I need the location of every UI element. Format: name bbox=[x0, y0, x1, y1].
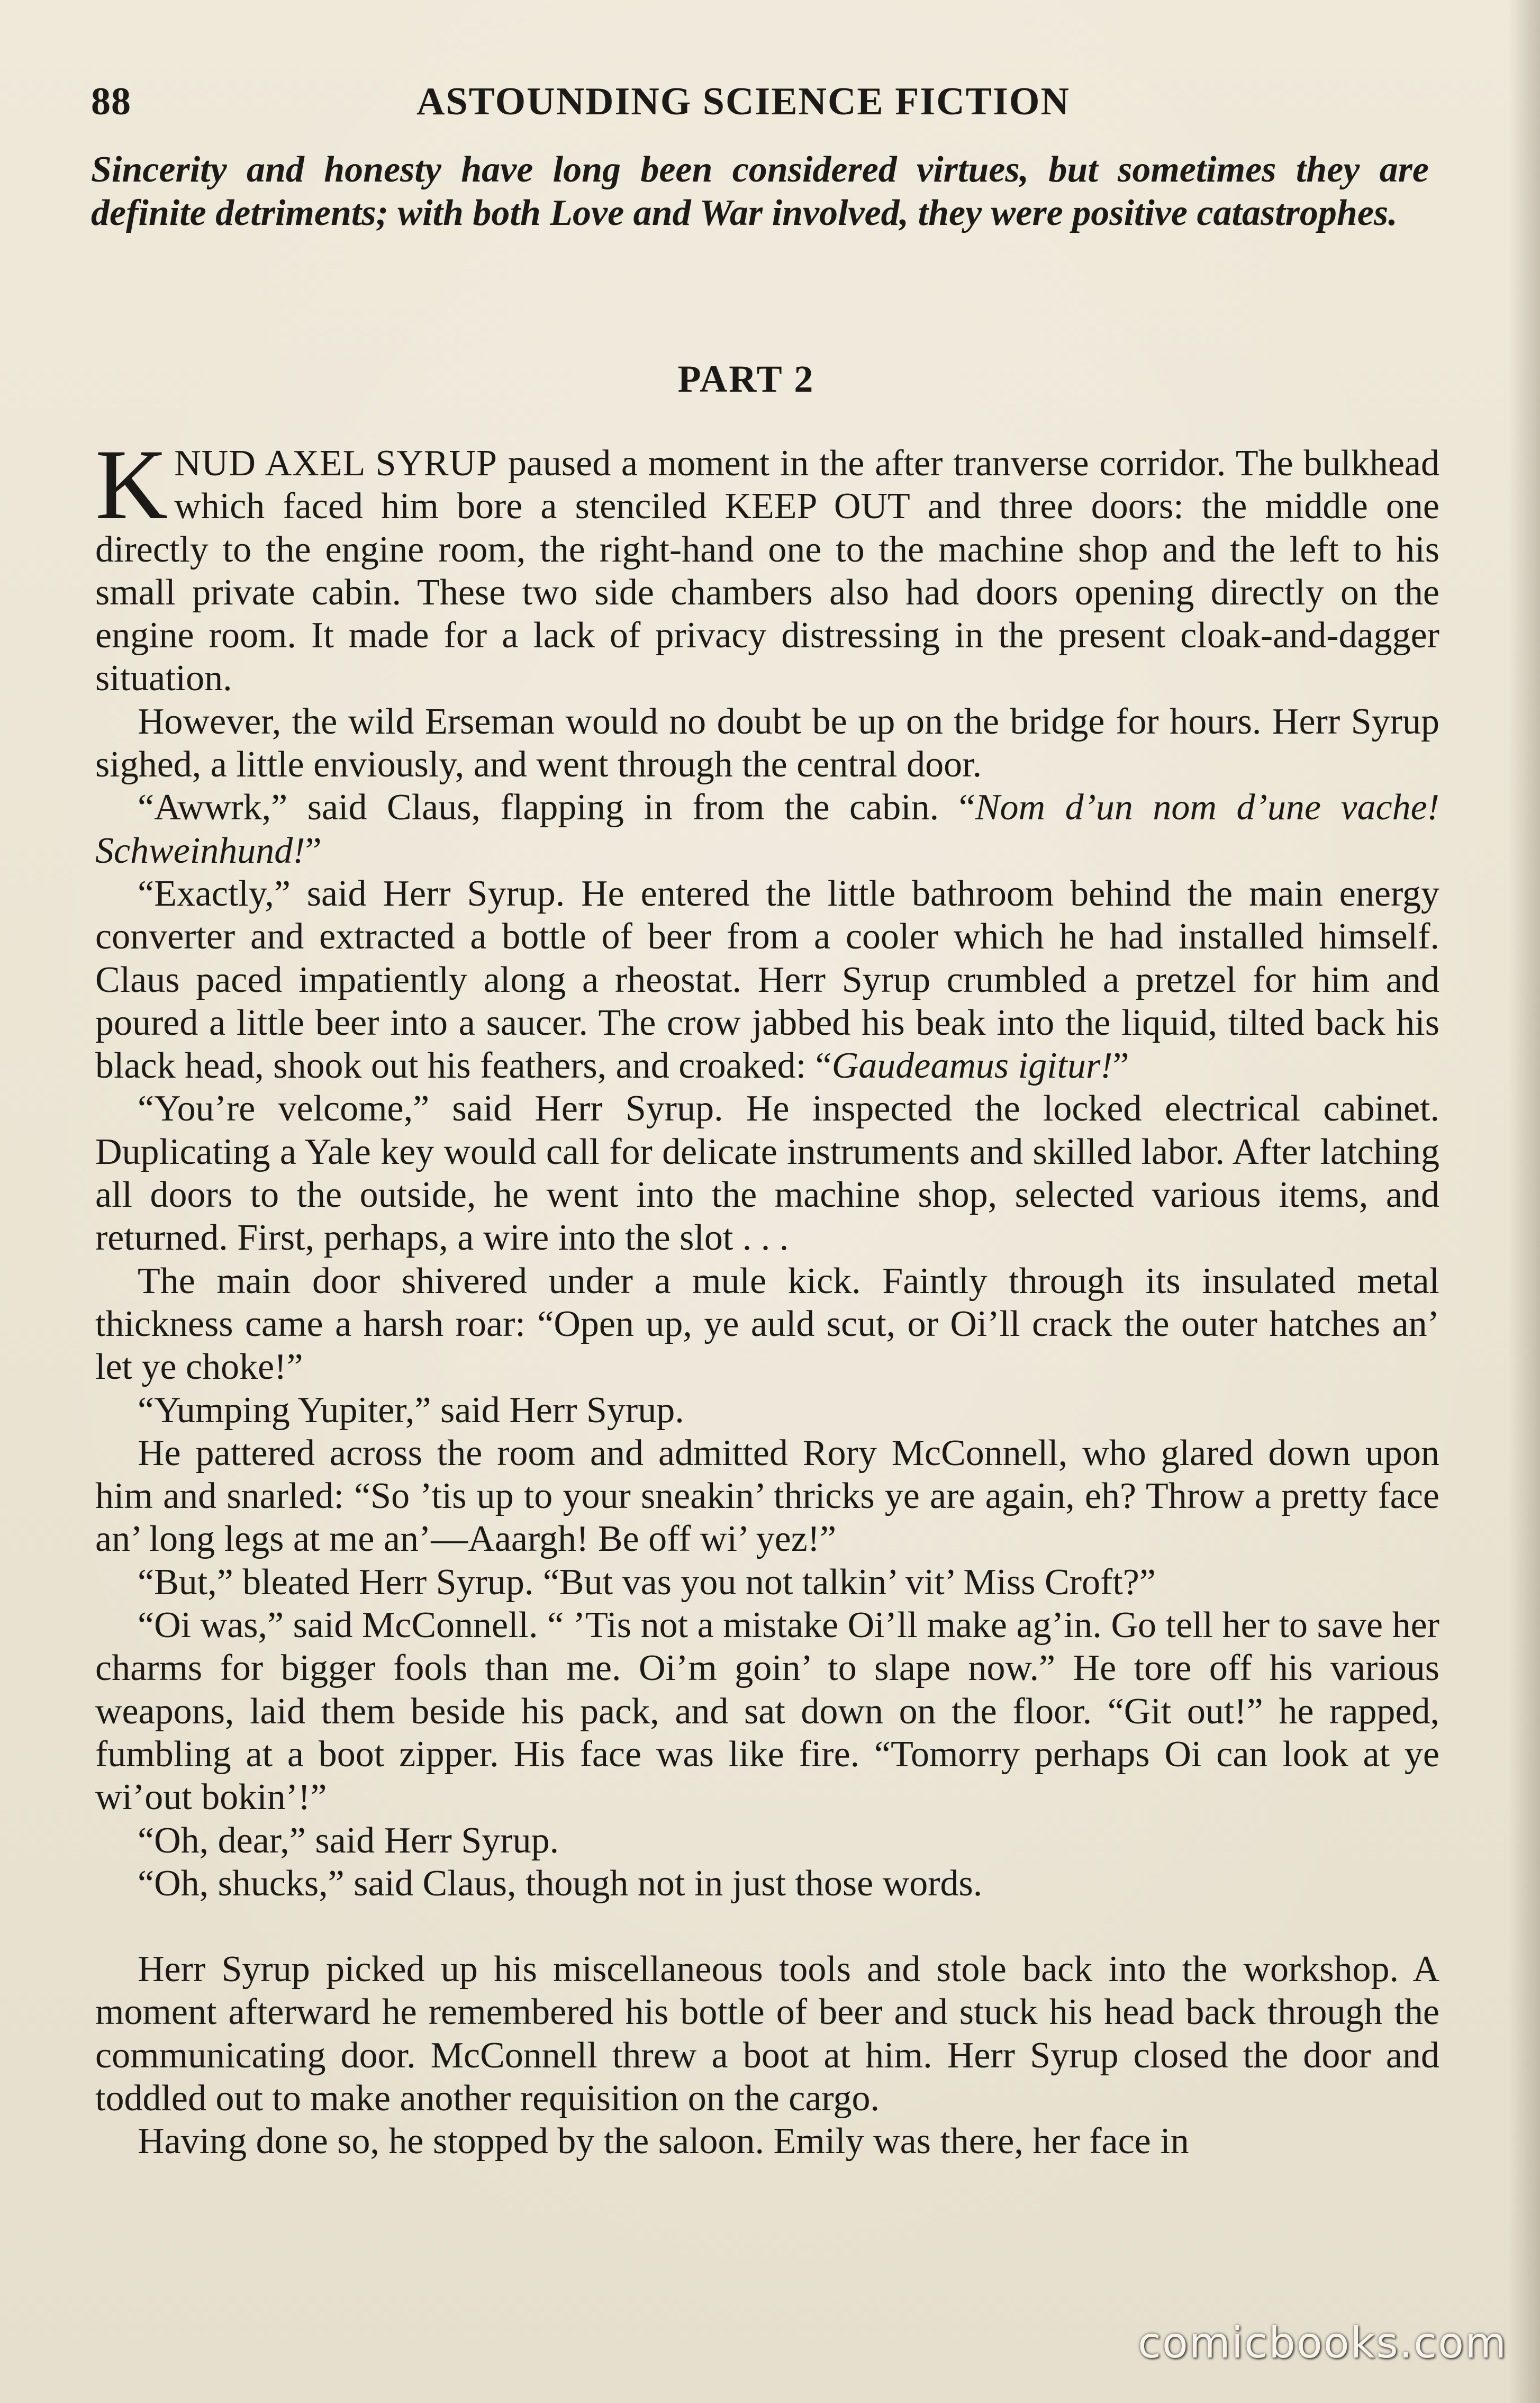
magazine-title: ASTOUNDING SCIENCE FICTION bbox=[416, 80, 1070, 123]
paragraph-text: “Awwrk,” said Claus, flapping in from the cabin. “ bbox=[138, 787, 975, 828]
paragraph: “You’re velcome,” said Herr Syrup. He inspected the locked electrical cabinet. Duplicating a Yale key would call for delicate instruments and skilled labor. After latching all doors to the outside, he went into the machine shop, selected various items, and returned. First, perhaps, a wire into the slot . . . bbox=[95, 1088, 1439, 1259]
paragraph: Having done so, he stopped by the saloon. Emily was there, her face in bbox=[138, 2121, 1189, 2162]
italic-text: Gaudeamus igitur! bbox=[831, 1045, 1113, 1087]
italic-text: Nom d’un nom d’une vache! Schweinhund! bbox=[95, 787, 1439, 871]
paragraph-text: ” bbox=[305, 830, 322, 871]
paragraph: “Yumping Yupiter,” said Herr Syrup. bbox=[138, 1389, 684, 1431]
paragraph bbox=[95, 786, 1439, 872]
paragraph: He pattered across the room and admitted Rory McConnell, who glared down upon him and snarled: “So ’tis up to your sneakin’ thricks ye are again, eh? Throw a pretty face an’ long legs at me an’—Aaargh! Be off wi’ yez!” bbox=[95, 1432, 1439, 1560]
paragraph: Herr Syrup picked up his miscellaneous tools and stole back into the workshop. A moment afterward he remembered his bottle of beer and stuck his head back through the communicating door. McConnell threw a boot at him. Herr Syrup closed the door and toddled out to make another requisition on the cargo. bbox=[95, 1949, 1439, 2119]
page-number: 88 bbox=[91, 80, 131, 123]
paragraph: “Oh, shucks,” said Claus, though not in just those words. bbox=[138, 1863, 983, 1904]
paragraph: “But,” bleated Herr Syrup. “But vas you not talkin’ vit’ Miss Croft?” bbox=[138, 1561, 1156, 1603]
paragraph-text: paused a moment in the after tranverse corridor. The bulkhead which faced him bore a stenciled KEEP OUT and three doors: the middle one directly to the engine room, the right-hand one to the machine shop and the left to his small private cabin. These two side chambers also had doors opening directly on the engine room. It made for a lack of privacy distressing in the present cloak-and-dagger situation. bbox=[95, 443, 1439, 699]
paragraph bbox=[95, 429, 1439, 700]
paragraph-text: ” bbox=[1112, 1045, 1129, 1087]
site-watermark: comicbooks.com bbox=[1138, 2318, 1508, 2368]
paragraph: However, the wild Erseman would no doubt be up on the bridge for hours. Herr Syrup sighed, a little enviously, and went through the central door. bbox=[95, 701, 1439, 785]
paragraph bbox=[95, 872, 1439, 1087]
running-head bbox=[91, 79, 1435, 132]
opening-caps: NUD AXEL SYRUP bbox=[174, 443, 498, 484]
paragraph: The main door shivered under a mule kick. Faintly through its insulated metal thickness came a harsh roar: “Open up, ye auld scut, or Oi’ll crack the outer hatches an’ let ye choke!” bbox=[95, 1260, 1439, 1388]
story-body bbox=[95, 429, 1439, 2163]
story-blurb: Sincerity and honesty have long been considered virtues, but sometimes they are definite detriments; with both Love and War involved, they were positive catastrophes. bbox=[91, 149, 1429, 233]
paragraph: “Oi was,” said McConnell. “ ’Tis not a mistake Oi’ll make ag’in. Go tell her to save her charms for bigger fools than me. Oi’m goin’ to slape now.” He tore off his various weapons, laid them beside his pack, and sat down on the floor. “Git out!” he rapped, fumbling at a boot zipper. His face was like fire. “Tomorry perhaps Oi can look at ye wi’out bokin’!” bbox=[95, 1605, 1439, 1818]
paragraph: “Oh, dear,” said Herr Syrup. bbox=[138, 1820, 559, 1861]
drop-cap: K bbox=[95, 429, 168, 540]
page-edge-shadow bbox=[1508, 0, 1540, 2403]
part-heading: PART 2 bbox=[677, 358, 815, 400]
paragraph-text: “Exactly,” said Herr Syrup. He entered the little bathroom behind the main energy converter and extracted a bottle of beer from a cooler which he had installed himself. Claus paced impatiently along a rheostat. Herr Syrup crumbled a pretzel for him and poured a little beer into a saucer. The crow jabbed his beak into the liquid, tilted back his black head, shook out his feathers, and croaked: “ bbox=[95, 873, 1439, 1087]
